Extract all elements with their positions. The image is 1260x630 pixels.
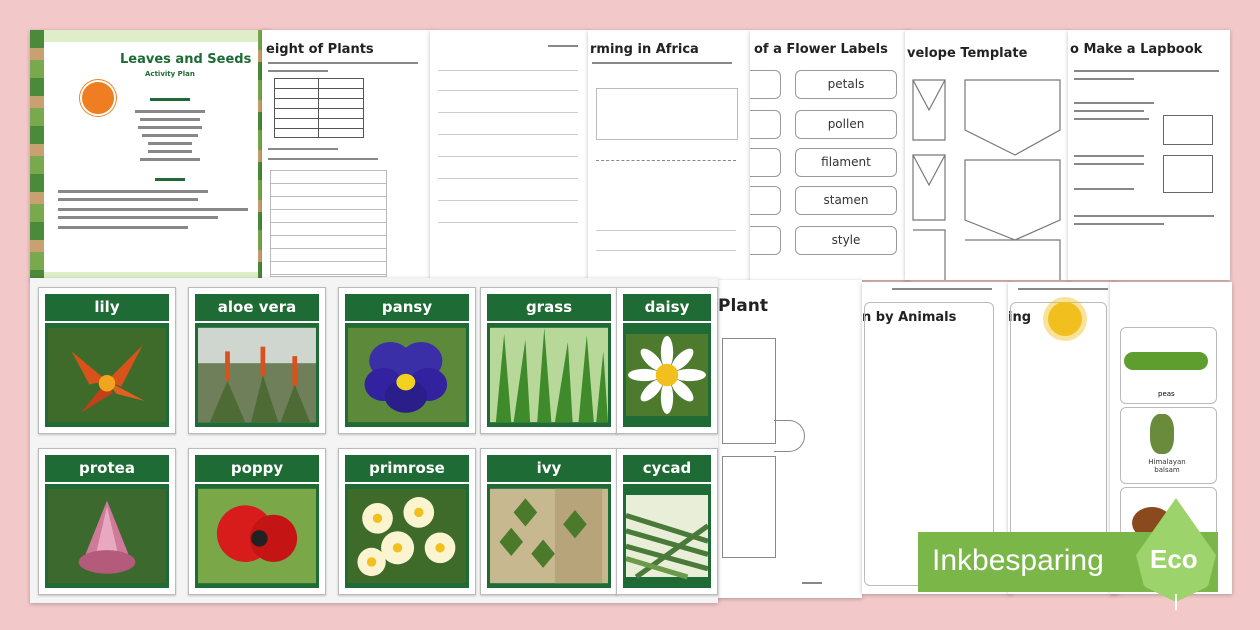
card-label: primrose: [345, 455, 469, 482]
balsam-seed-icon: [1150, 414, 1174, 454]
leaves-seeds-sheet: [30, 30, 270, 280]
card-pansy: [338, 287, 476, 434]
envelope-template-sheet: [905, 30, 1070, 280]
grass-photo: [490, 326, 608, 424]
lapbook-sheet: [1068, 30, 1230, 280]
envelope-icon: [905, 70, 1070, 280]
plant-title: Plant: [718, 296, 768, 316]
card-cycad: [616, 448, 718, 595]
sorting-title: ing: [1008, 310, 1032, 325]
label-stamen: stamen: [795, 186, 897, 215]
card-label: grass: [487, 294, 611, 321]
sun-icon: [1048, 302, 1082, 336]
card-label: daisy: [623, 294, 711, 321]
eco-leaf-icon: [1128, 498, 1224, 610]
daisy-photo: [626, 326, 708, 424]
leaf-icon: [30, 30, 44, 280]
card-ivy: [480, 448, 618, 595]
label-petals: petals: [795, 70, 897, 99]
card-label: protea: [45, 455, 169, 482]
primrose-photo: [348, 487, 466, 585]
leaves-seeds-subtitle: Activity Plan: [145, 70, 195, 78]
card-label: ivy: [487, 455, 611, 482]
plant-diagram-sheet: [712, 280, 862, 598]
card-label: poppy: [195, 455, 319, 482]
card-poppy: [188, 448, 326, 595]
envelope-title: velope Template: [907, 46, 1028, 61]
leaves-seeds-title: Leaves and Seeds: [120, 52, 252, 67]
lapbook-title: o Make a Lapbook: [1070, 42, 1203, 57]
card-protea: [38, 448, 176, 595]
lily-photo: [48, 326, 166, 424]
card-label: pansy: [345, 294, 469, 321]
flower-labels-title: of a Flower Labels: [754, 42, 888, 57]
protea-photo: [48, 487, 166, 585]
seed-name-peas: peas: [1158, 390, 1175, 398]
card-grass: [480, 287, 618, 434]
farming-title: rming in Africa: [590, 42, 699, 57]
ink-saving-text: Inkbesparing: [932, 544, 1104, 577]
card-daisy: [616, 287, 718, 434]
card-label: cycad: [623, 455, 711, 482]
orange-badge-icon: [80, 80, 116, 116]
seed-name-balsam: Himalayan balsam: [1148, 458, 1186, 474]
card-label: aloe vera: [195, 294, 319, 321]
questions-sheet: [430, 30, 590, 280]
label-pollen: pollen: [795, 110, 897, 139]
height-of-plants-title: eight of Plants: [266, 42, 374, 57]
farming-africa-sheet: [588, 30, 750, 280]
card-aloe-vera: [188, 287, 326, 434]
card-primrose: [338, 448, 476, 595]
aloe-vera-photo: [198, 326, 316, 424]
label-filament: filament: [795, 148, 897, 177]
ivy-photo: [490, 487, 608, 585]
flower-labels-sheet: [750, 30, 910, 280]
animals-title: n by Animals: [862, 310, 957, 325]
card-label: lily: [45, 294, 169, 321]
pea-pod-icon: [1124, 352, 1208, 370]
pansy-photo: [348, 326, 466, 424]
cycad-photo: [626, 487, 708, 585]
card-lily: [38, 287, 176, 434]
label-style: style: [795, 226, 897, 255]
height-of-plants-sheet: [262, 30, 432, 280]
eco-text: Eco: [1150, 544, 1198, 574]
poppy-photo: [198, 487, 316, 585]
